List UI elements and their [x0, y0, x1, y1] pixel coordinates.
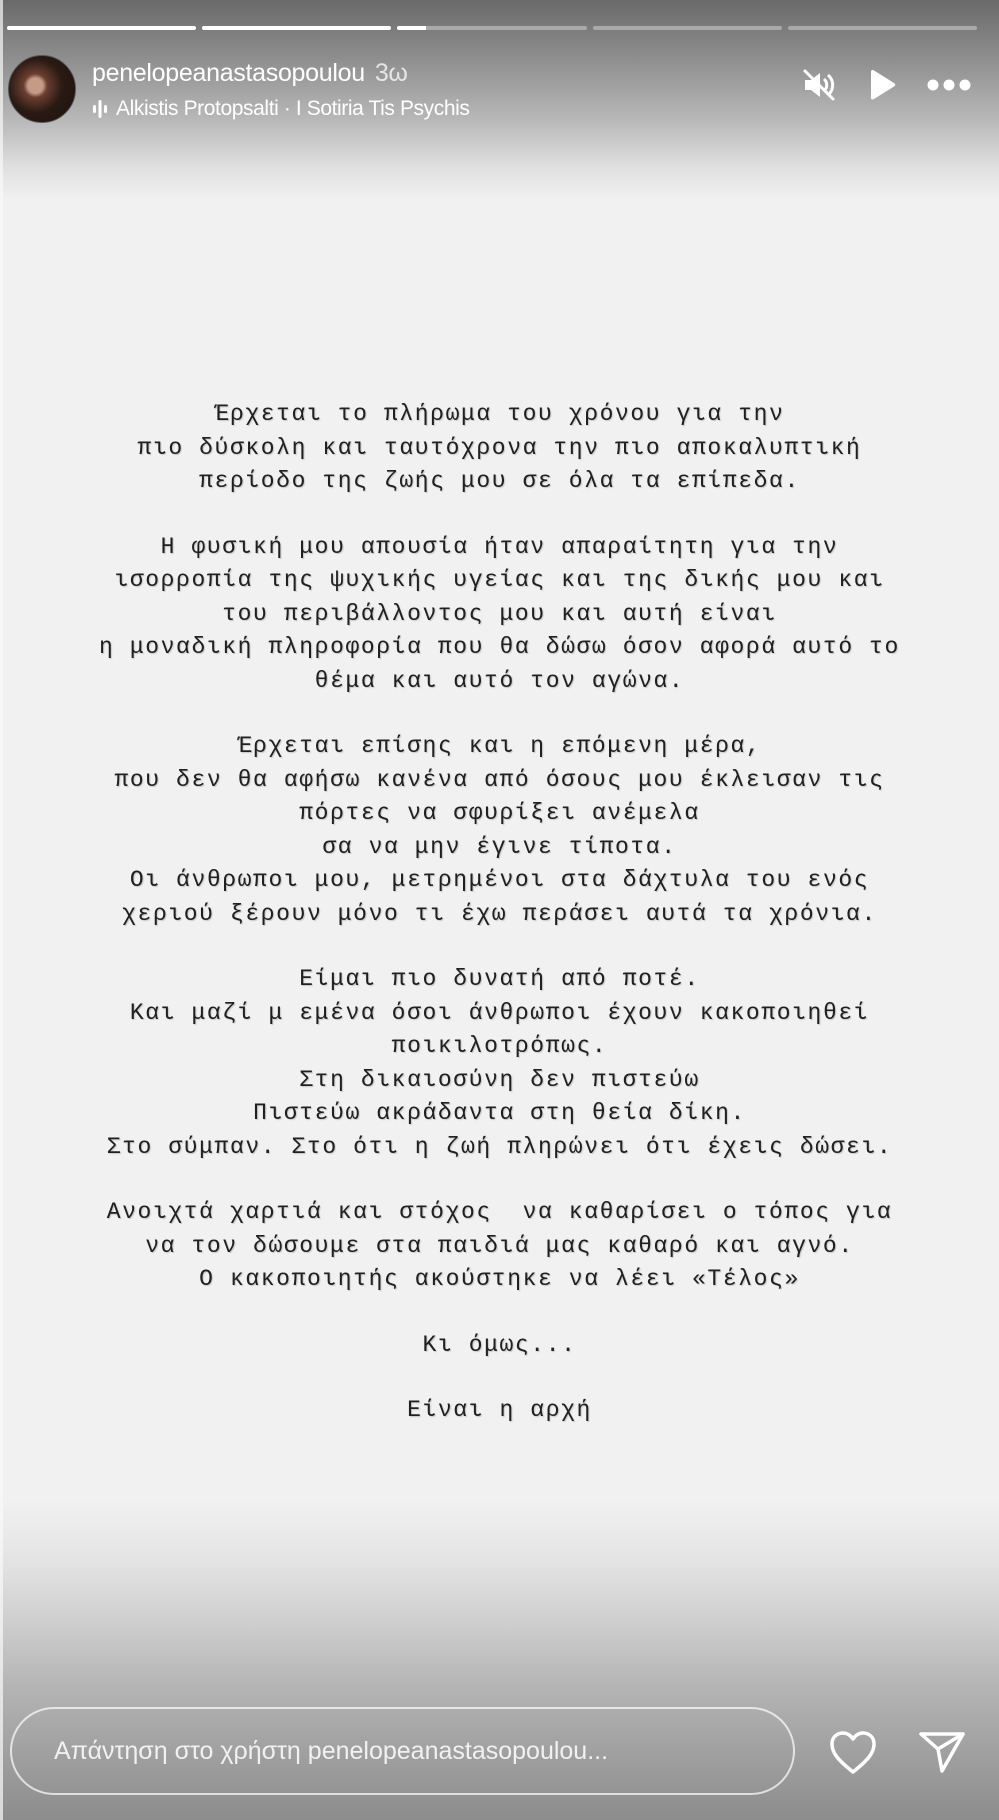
story-paragraph: [0, 730, 999, 931]
story-line: Κι όμως...: [422, 1331, 577, 1358]
story-line: Και μαζί μ εμένα όσοι άνθρωποι έχουν κακοποιηθεί: [129, 999, 870, 1026]
progress-segment[interactable]: [202, 26, 391, 30]
story-line: πόρτες να σφυρίξει ανέμελα: [299, 800, 700, 826]
story-line: Ανοιχτά χαρτιά και στόχος να καθαρίσει ο τόπος για: [106, 1199, 893, 1225]
story-line: Έρχεται επίσης και η επόμενη μέρα,: [237, 733, 762, 759]
heart-icon[interactable]: [828, 1730, 878, 1776]
story-line: Οι άνθρωποι μου, μετρημένοι στα δάχτυλα του ενός: [129, 867, 870, 893]
story-paragraph: [0, 1394, 999, 1428]
reply-input[interactable]: [52, 1736, 756, 1767]
avatar[interactable]: [8, 55, 76, 123]
story-line: σα να μην έγινε τίποτα.: [322, 833, 677, 860]
story-line: Έρχεται το πλήρωμα του χρόνου για την: [214, 401, 785, 427]
story-paragraph: [0, 398, 999, 499]
username-link[interactable]: penelopeanastasopoulou: [92, 59, 365, 87]
story-line: να τον δώσουμε στα παιδιά μας καθαρό και αγνό.: [145, 1232, 854, 1259]
story-line: πιο δύσκολη και ταυτόχρονα την πιο αποκαλυπτική: [137, 434, 862, 461]
story-content: [0, 398, 999, 1460]
header-controls: [801, 67, 971, 103]
story-line: Η φυσική μου απουσία ήταν απαραίτητη για την: [160, 533, 839, 560]
audio-wave-icon: [92, 98, 108, 120]
time-ago: 3ω: [374, 59, 408, 87]
story-paragraph: [0, 1329, 999, 1363]
story-line: Πιστεύω ακράδαντα στη θεία δίκη.: [253, 1100, 746, 1126]
story-line: του περιβάλλοντος μου και αυτή είναι: [222, 600, 777, 627]
more-options-icon[interactable]: [927, 79, 971, 91]
music-title: Alkistis Protopsalti · I Sotiria Tis Psychis: [116, 97, 470, 120]
send-icon[interactable]: [918, 1731, 966, 1775]
story-line: η μοναδική πληροφορία που θα δώσω όσον αφορά αυτό το: [99, 634, 900, 660]
progress-segment[interactable]: [7, 26, 196, 30]
story-paragraph: [0, 531, 999, 699]
story-line: που δεν θα αφήσω κανένα από όσους μου έκλεισαν τις: [114, 766, 885, 793]
story-line: ποικιλοτρόπως.: [391, 1033, 608, 1059]
story-paragraph: [0, 963, 999, 1164]
story-header: [8, 55, 999, 125]
progress-fill: [202, 26, 391, 30]
story-line: Στη δικαιοσύνη δεν πιστεύω: [299, 1066, 700, 1093]
story-paragraph: [0, 1196, 999, 1297]
story-line: Ο κακοποιητής ακούστηκε να λέει «Τέλος»: [199, 1266, 800, 1292]
progress-fill: [7, 26, 196, 30]
progress-fill: [397, 26, 425, 30]
story-line: Είμαι πιο δυνατή από ποτέ.: [299, 966, 700, 992]
story-line: ισορροπία της ψυχικής υγείας και της δικής μου και: [114, 567, 885, 593]
story-line: περίοδο της ζωής μου σε όλα τα επίπεδα.: [199, 468, 800, 494]
progress-segment[interactable]: [788, 26, 977, 30]
story-line: Είναι η αρχή: [407, 1397, 592, 1423]
reply-actions: [828, 1730, 966, 1776]
play-icon[interactable]: [867, 69, 897, 101]
username-row: [92, 59, 408, 88]
story-line: χεριού ξέρουν μόνο τι έχω περάσει αυτά τα χρόνια.: [122, 900, 877, 927]
story-progress-bar: [7, 26, 977, 30]
progress-segment[interactable]: [397, 26, 586, 30]
music-attribution[interactable]: [92, 97, 470, 121]
progress-segment[interactable]: [593, 26, 782, 30]
story-line: Στο σύμπαν. Στο ότι η ζωή πληρώνει ότι έχεις δώσει.: [106, 1133, 893, 1160]
story-line: θέμα και αυτό τον αγώνα.: [314, 667, 685, 694]
muted-speaker-icon[interactable]: [801, 67, 837, 103]
reply-bar: [10, 1707, 795, 1795]
